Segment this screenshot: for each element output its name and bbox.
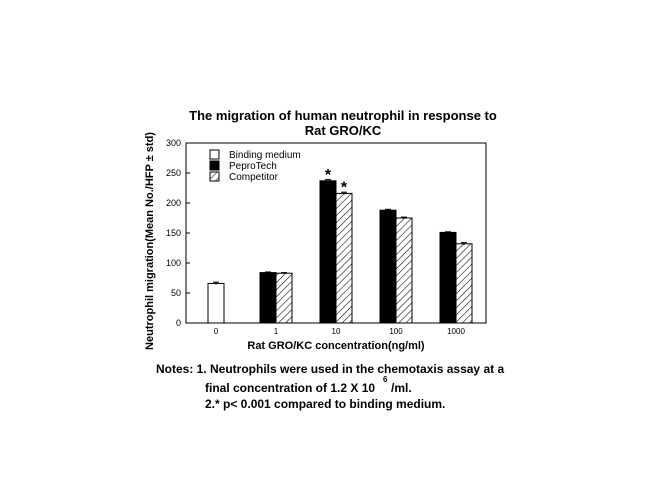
- bar-peprotech: [320, 181, 336, 323]
- legend-swatch: [210, 161, 219, 170]
- x-tick-label: 1000: [447, 327, 465, 336]
- chart-title-line-2: Rat GRO/KC: [304, 123, 382, 138]
- bar-competitor: [456, 244, 472, 323]
- y-tick-label: 300: [165, 138, 181, 148]
- bar-competitor: [276, 273, 292, 323]
- y-tick-label: 100: [165, 258, 181, 268]
- bar-peprotech: [440, 232, 456, 323]
- x-axis-label: Rat GRO/KC concentration(ng/ml): [247, 340, 425, 352]
- bar-competitor: [336, 193, 352, 323]
- y-axis-label: Neutrophil migration(Mean No./HFP ± std): [144, 132, 156, 350]
- significance-marker: *: [324, 166, 332, 184]
- bar-binding-medium: [208, 283, 224, 323]
- plot-area: [144, 132, 486, 352]
- bar-competitor: [396, 218, 412, 323]
- note-line-2: final concentration of 1.2 X 10: [205, 381, 376, 395]
- legend-label: Binding medium: [229, 150, 301, 161]
- significance-marker: *: [340, 179, 348, 197]
- legend-label: PeproTech: [229, 161, 277, 172]
- y-tick-label: 250: [165, 168, 181, 178]
- legend-label: Competitor: [229, 172, 278, 183]
- bar-peprotech: [380, 210, 396, 323]
- note-line-3: 2.* p< 0.001 compared to binding medium.: [205, 397, 446, 411]
- x-tick-label: 1: [273, 327, 279, 336]
- note-line-2-exponent: 6: [383, 375, 388, 384]
- x-tick-label: 10: [331, 327, 341, 336]
- y-tick-label: 150: [165, 228, 181, 238]
- y-tick-label: 50: [170, 288, 181, 298]
- legend-swatch: [210, 172, 219, 181]
- bar-peprotech: [260, 273, 276, 323]
- note-line-2-suffix: /ml.: [391, 381, 412, 395]
- x-tick-label: 100: [389, 327, 403, 336]
- legend-swatch: [210, 150, 219, 159]
- chart-title-line-1: The migration of human neutrophil in response to: [189, 108, 497, 123]
- y-tick-label: 0: [175, 318, 181, 328]
- note-line-1: Notes: 1. Neutrophils were used in the chemotaxis assay at a: [156, 362, 505, 376]
- x-tick-label: 0: [213, 327, 219, 336]
- y-tick-label: 200: [165, 198, 181, 208]
